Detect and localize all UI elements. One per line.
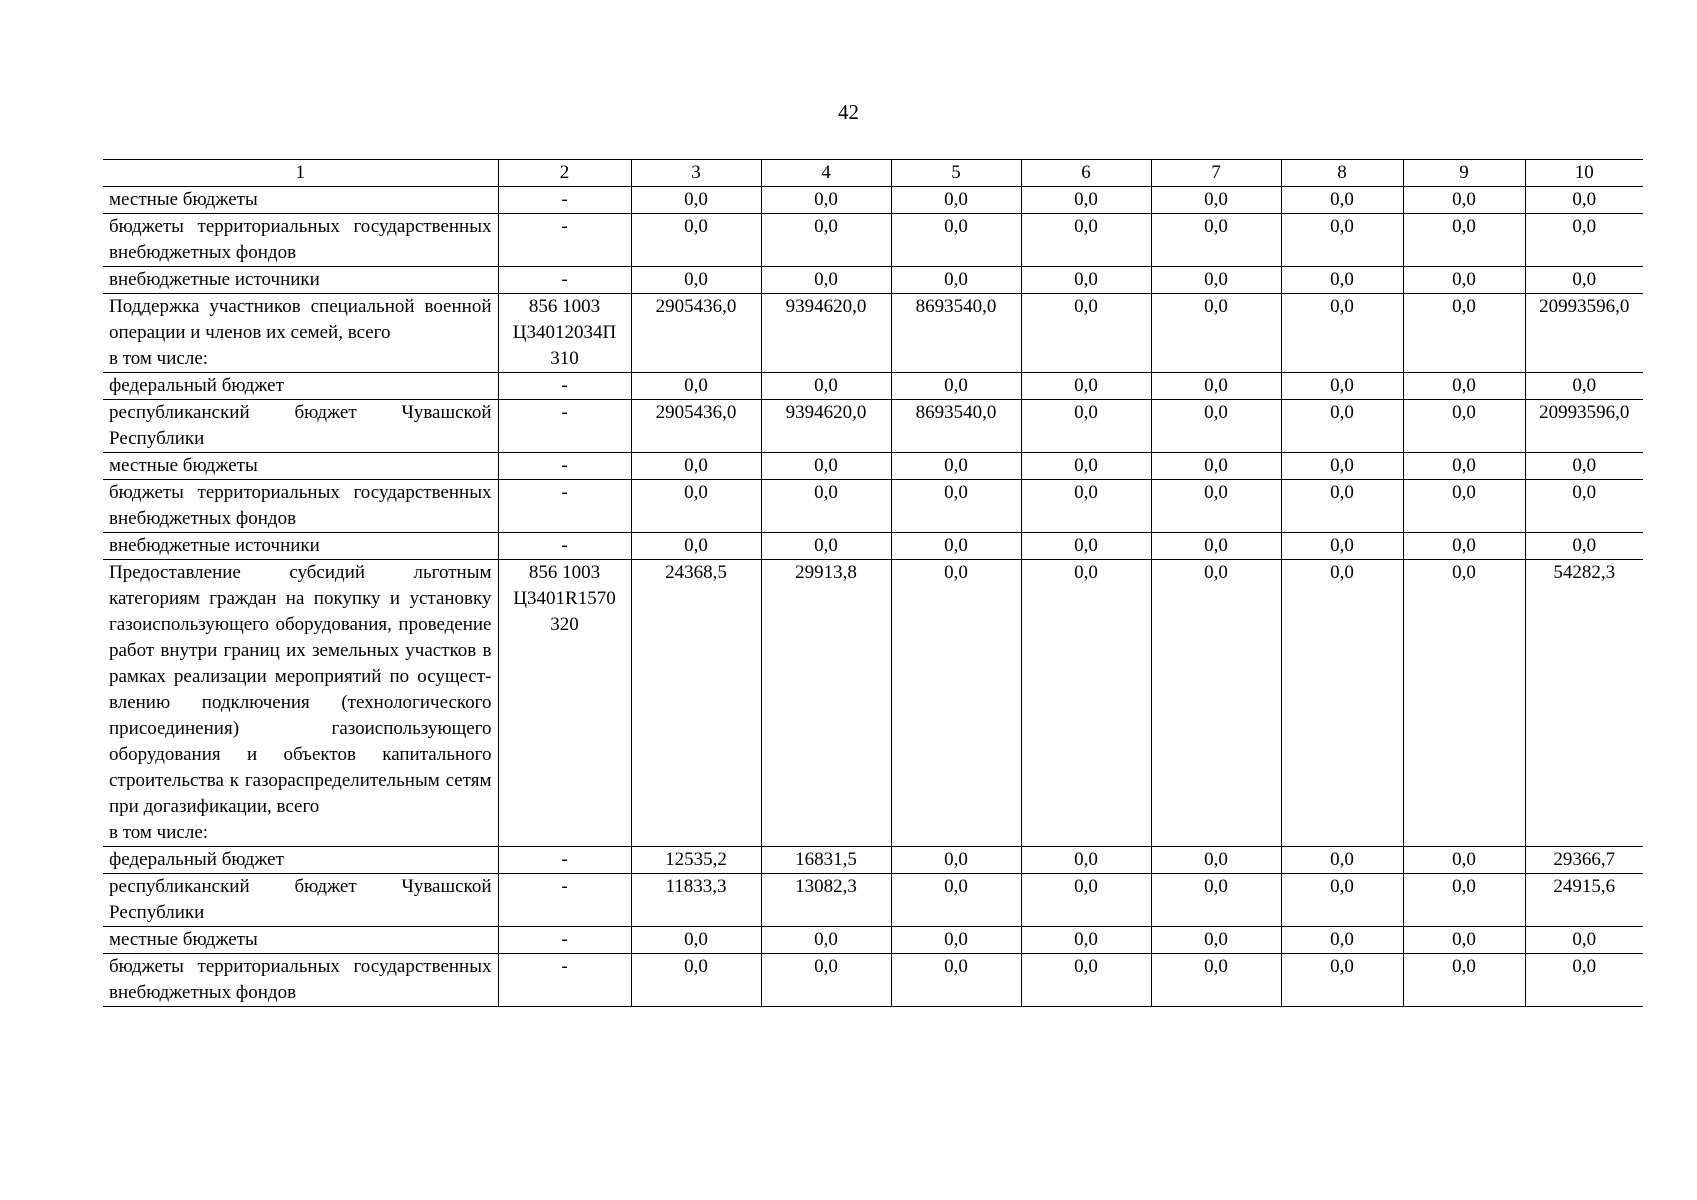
value-cell: 0,0 xyxy=(1021,294,1151,373)
column-header: 1 xyxy=(103,160,498,187)
row-name-cell: бюджеты территориальных государственных внебюджетных фондов xyxy=(103,954,498,1007)
value-cell: 0,0 xyxy=(1403,373,1525,400)
budget-code-cell: - xyxy=(498,927,631,954)
table-row xyxy=(103,294,1643,373)
value-cell: 0,0 xyxy=(1021,927,1151,954)
value-cell: 0,0 xyxy=(891,533,1021,560)
table-row xyxy=(103,927,1643,954)
value-cell: 0,0 xyxy=(1151,400,1281,453)
table-row xyxy=(103,954,1643,1007)
value-cell: 0,0 xyxy=(1021,214,1151,267)
value-cell: 16831,5 xyxy=(761,847,891,874)
value-cell: 0,0 xyxy=(1021,267,1151,294)
value-cell: 0,0 xyxy=(1151,187,1281,214)
value-cell: 0,0 xyxy=(1281,373,1403,400)
value-cell: 12535,2 xyxy=(631,847,761,874)
budget-code-cell: - xyxy=(498,480,631,533)
value-cell: 0,0 xyxy=(1151,954,1281,1007)
value-cell: 0,0 xyxy=(1281,214,1403,267)
value-cell: 0,0 xyxy=(1021,847,1151,874)
row-name-cell: местные бюджеты xyxy=(103,927,498,954)
value-cell: 13082,3 xyxy=(761,874,891,927)
value-cell: 29913,8 xyxy=(761,560,891,847)
value-cell: 0,0 xyxy=(761,533,891,560)
value-cell: 0,0 xyxy=(1403,294,1525,373)
value-cell: 0,0 xyxy=(1281,267,1403,294)
table-row xyxy=(103,847,1643,874)
column-header: 3 xyxy=(631,160,761,187)
value-cell: 0,0 xyxy=(761,187,891,214)
value-cell: 0,0 xyxy=(1021,480,1151,533)
value-cell: 0,0 xyxy=(1403,453,1525,480)
value-cell: 0,0 xyxy=(631,267,761,294)
value-cell: 0,0 xyxy=(1525,214,1643,267)
value-cell: 0,0 xyxy=(891,373,1021,400)
value-cell: 9394620,0 xyxy=(761,400,891,453)
value-cell: 0,0 xyxy=(1021,560,1151,847)
value-cell: 0,0 xyxy=(631,453,761,480)
value-cell: 0,0 xyxy=(1281,847,1403,874)
value-cell: 0,0 xyxy=(631,187,761,214)
value-cell: 0,0 xyxy=(1281,187,1403,214)
value-cell: 0,0 xyxy=(1151,267,1281,294)
value-cell: 0,0 xyxy=(1281,533,1403,560)
value-cell: 11833,3 xyxy=(631,874,761,927)
value-cell: 0,0 xyxy=(631,373,761,400)
value-cell: 0,0 xyxy=(1151,927,1281,954)
value-cell: 0,0 xyxy=(1403,480,1525,533)
column-header: 5 xyxy=(891,160,1021,187)
value-cell: 0,0 xyxy=(1151,560,1281,847)
budget-code-cell: - xyxy=(498,954,631,1007)
value-cell: 9394620,0 xyxy=(761,294,891,373)
value-cell: 0,0 xyxy=(891,187,1021,214)
value-cell: 29366,7 xyxy=(1525,847,1643,874)
value-cell: 0,0 xyxy=(631,954,761,1007)
row-name-cell: Предоставление субсидий льготным категориям граждан на покупку и установку газоиспользующего оборудования, проведение работ внутри границ их земельных участков в рамках реализации мероприятий по осуществлению подключения (технологического присоединения) газоиспользующего оборудования и объектов капитального строительства к газораспределительным сетям при догазификации, всего в том числе: xyxy=(103,560,498,847)
value-cell: 0,0 xyxy=(1021,954,1151,1007)
value-cell: 0,0 xyxy=(761,214,891,267)
value-cell: 0,0 xyxy=(1281,874,1403,927)
value-cell: 0,0 xyxy=(1403,927,1525,954)
value-cell: 24368,5 xyxy=(631,560,761,847)
value-cell: 0,0 xyxy=(1403,214,1525,267)
value-cell: 0,0 xyxy=(891,214,1021,267)
row-name-cell: бюджеты территориальных государственных внебюджетных фондов xyxy=(103,480,498,533)
row-name-cell: местные бюджеты xyxy=(103,187,498,214)
budget-table xyxy=(103,159,1643,1007)
value-cell: 0,0 xyxy=(1281,480,1403,533)
budget-code-cell: - xyxy=(498,400,631,453)
page-number: 42 xyxy=(838,100,859,124)
value-cell: 0,0 xyxy=(1151,533,1281,560)
value-cell: 0,0 xyxy=(1525,373,1643,400)
value-cell: 20993596,0 xyxy=(1525,294,1643,373)
table-row xyxy=(103,214,1643,267)
value-cell: 0,0 xyxy=(1403,267,1525,294)
value-cell: 0,0 xyxy=(631,533,761,560)
value-cell: 0,0 xyxy=(761,373,891,400)
value-cell: 2905436,0 xyxy=(631,294,761,373)
column-header: 6 xyxy=(1021,160,1151,187)
column-header: 2 xyxy=(498,160,631,187)
budget-code-cell: - xyxy=(498,187,631,214)
value-cell: 2905436,0 xyxy=(631,400,761,453)
table-row xyxy=(103,400,1643,453)
value-cell: 0,0 xyxy=(761,453,891,480)
row-name-cell: внебюджетные источники xyxy=(103,533,498,560)
value-cell: 0,0 xyxy=(891,874,1021,927)
column-header: 7 xyxy=(1151,160,1281,187)
row-name-cell: федеральный бюджет xyxy=(103,373,498,400)
value-cell: 0,0 xyxy=(1021,533,1151,560)
value-cell: 20993596,0 xyxy=(1525,400,1643,453)
row-name-cell: республиканский бюджет Чувашской Республики xyxy=(103,874,498,927)
table-row xyxy=(103,267,1643,294)
row-name-cell: республиканский бюджет Чувашской Республики xyxy=(103,400,498,453)
value-cell: 0,0 xyxy=(1281,294,1403,373)
column-header: 9 xyxy=(1403,160,1525,187)
value-cell: 0,0 xyxy=(1021,453,1151,480)
column-header: 10 xyxy=(1525,160,1643,187)
value-cell: 0,0 xyxy=(1281,954,1403,1007)
value-cell: 8693540,0 xyxy=(891,294,1021,373)
column-header: 8 xyxy=(1281,160,1403,187)
value-cell: 0,0 xyxy=(1021,373,1151,400)
budget-code-cell: - xyxy=(498,874,631,927)
value-cell: 0,0 xyxy=(1021,874,1151,927)
value-cell: 54282,3 xyxy=(1525,560,1643,847)
value-cell: 0,0 xyxy=(1403,560,1525,847)
table-row xyxy=(103,874,1643,927)
value-cell: 0,0 xyxy=(1281,453,1403,480)
row-name-cell: федеральный бюджет xyxy=(103,847,498,874)
budget-code-cell: - xyxy=(498,214,631,267)
value-cell: 0,0 xyxy=(1151,453,1281,480)
value-cell: 0,0 xyxy=(761,954,891,1007)
value-cell: 0,0 xyxy=(631,214,761,267)
table-row xyxy=(103,533,1643,560)
value-cell: 0,0 xyxy=(1021,187,1151,214)
value-cell: 0,0 xyxy=(1403,533,1525,560)
value-cell: 8693540,0 xyxy=(891,400,1021,453)
value-cell: 0,0 xyxy=(1525,533,1643,560)
value-cell: 0,0 xyxy=(891,480,1021,533)
column-header: 4 xyxy=(761,160,891,187)
value-cell: 0,0 xyxy=(1403,874,1525,927)
budget-code-cell: - xyxy=(498,847,631,874)
value-cell: 0,0 xyxy=(891,954,1021,1007)
value-cell: 0,0 xyxy=(891,453,1021,480)
table-row xyxy=(103,453,1643,480)
budget-code-cell: - xyxy=(498,373,631,400)
value-cell: 0,0 xyxy=(1151,214,1281,267)
value-cell: 0,0 xyxy=(1281,400,1403,453)
value-cell: 0,0 xyxy=(761,927,891,954)
table-header-row xyxy=(103,160,1643,187)
value-cell: 0,0 xyxy=(1525,187,1643,214)
value-cell: 0,0 xyxy=(1281,560,1403,847)
value-cell: 0,0 xyxy=(1525,954,1643,1007)
value-cell: 0,0 xyxy=(1525,927,1643,954)
value-cell: 0,0 xyxy=(631,480,761,533)
value-cell: 0,0 xyxy=(1151,480,1281,533)
value-cell: 0,0 xyxy=(1151,847,1281,874)
value-cell: 0,0 xyxy=(891,847,1021,874)
table-row xyxy=(103,373,1643,400)
budget-code-cell: 856 1003 Ц34012034П 310 xyxy=(498,294,631,373)
value-cell: 0,0 xyxy=(761,480,891,533)
value-cell: 0,0 xyxy=(1403,847,1525,874)
budget-code-cell: - xyxy=(498,453,631,480)
value-cell: 0,0 xyxy=(1151,874,1281,927)
value-cell: 0,0 xyxy=(891,267,1021,294)
budget-code-cell: - xyxy=(498,267,631,294)
row-name-cell: Поддержка участников специальной военной операции и членов их семей, всего в том числе: xyxy=(103,294,498,373)
row-name-cell: внебюджетные источники xyxy=(103,267,498,294)
value-cell: 0,0 xyxy=(891,927,1021,954)
value-cell: 0,0 xyxy=(1403,187,1525,214)
value-cell: 0,0 xyxy=(1525,267,1643,294)
value-cell: 0,0 xyxy=(761,267,891,294)
value-cell: 0,0 xyxy=(1403,400,1525,453)
value-cell: 0,0 xyxy=(891,560,1021,847)
value-cell: 0,0 xyxy=(1021,400,1151,453)
value-cell: 0,0 xyxy=(631,927,761,954)
table-row xyxy=(103,480,1643,533)
value-cell: 24915,6 xyxy=(1525,874,1643,927)
table-row xyxy=(103,187,1643,214)
row-name-cell: бюджеты территориальных государственных внебюджетных фондов xyxy=(103,214,498,267)
value-cell: 0,0 xyxy=(1525,453,1643,480)
value-cell: 0,0 xyxy=(1525,480,1643,533)
budget-code-cell: - xyxy=(498,533,631,560)
row-name-cell: местные бюджеты xyxy=(103,453,498,480)
value-cell: 0,0 xyxy=(1281,927,1403,954)
value-cell: 0,0 xyxy=(1151,373,1281,400)
value-cell: 0,0 xyxy=(1151,294,1281,373)
budget-code-cell: 856 1003 Ц3401R1570 320 xyxy=(498,560,631,847)
table-row xyxy=(103,560,1643,847)
value-cell: 0,0 xyxy=(1403,954,1525,1007)
